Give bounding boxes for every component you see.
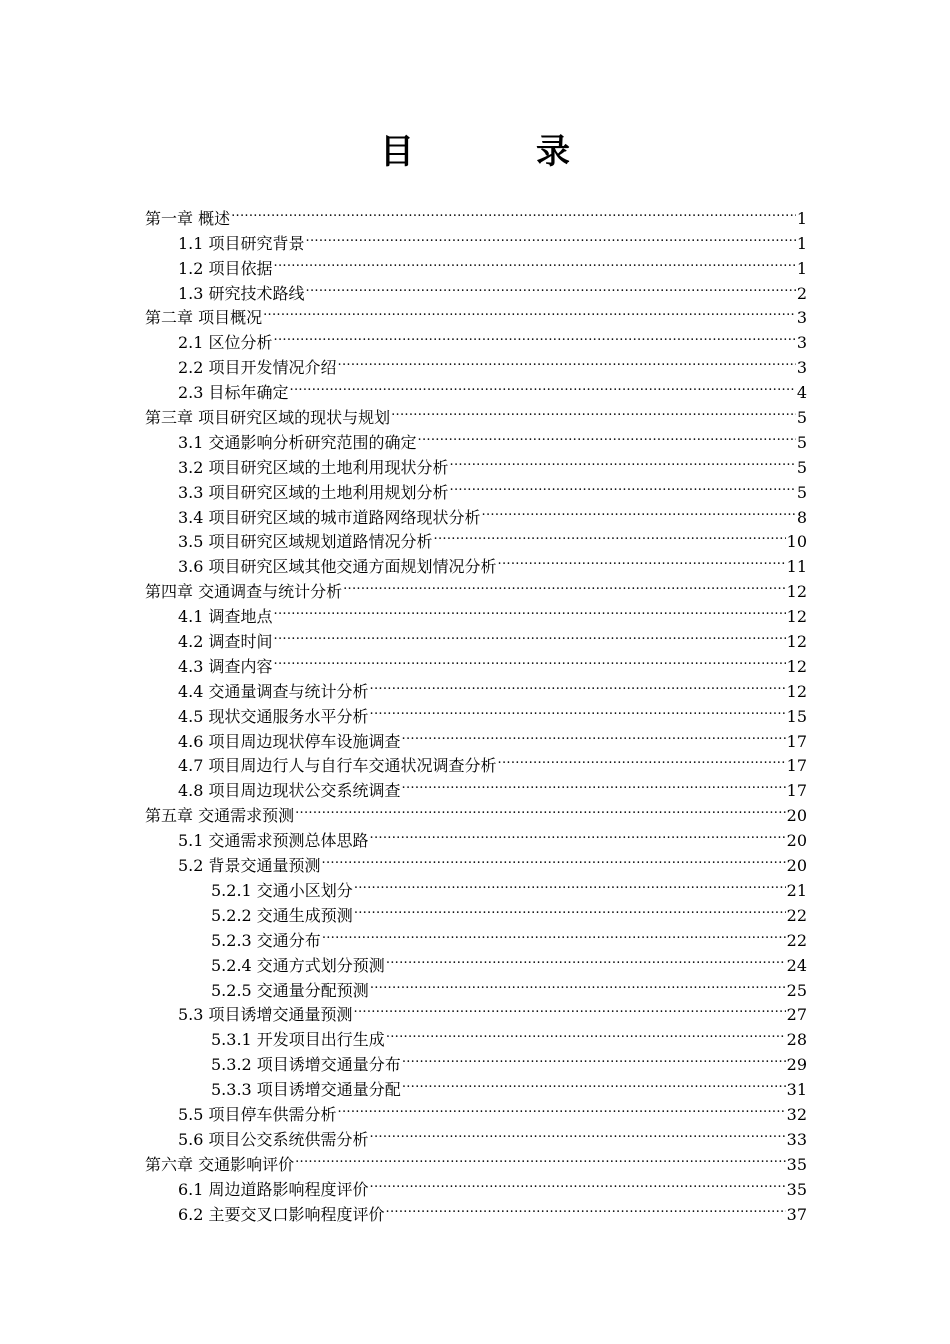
toc-entry-page-number: 17 bbox=[786, 731, 807, 751]
toc-entry-label: 1.3 研究技术路线 bbox=[178, 283, 305, 303]
toc-entry-label: 第五章 交通需求预测 bbox=[145, 806, 295, 826]
toc-dot-leader bbox=[434, 523, 786, 548]
toc-dot-leader bbox=[274, 323, 796, 348]
toc-entry-page-number: 11 bbox=[786, 557, 807, 577]
toc-dot-leader bbox=[498, 547, 786, 572]
toc-dot-leader bbox=[402, 722, 786, 747]
toc-entry-label: 4.6 项目周边现状停车设施调查 bbox=[178, 731, 401, 751]
toc-dot-leader bbox=[418, 423, 796, 448]
toc-entry-label: 1.2 项目依据 bbox=[178, 258, 273, 278]
toc-entry-page-number: 5 bbox=[796, 432, 807, 452]
toc-entry-label: 5.5 项目停车供需分析 bbox=[178, 1104, 337, 1124]
toc-dot-leader bbox=[386, 946, 786, 971]
toc-entry-label: 3.2 项目研究区域的土地利用现状分析 bbox=[178, 457, 449, 477]
toc-entry-page-number: 28 bbox=[786, 1030, 807, 1050]
toc-dot-leader bbox=[338, 348, 796, 373]
toc-entry-label: 5.2.3 交通分布 bbox=[211, 930, 321, 950]
toc-entry-page-number: 5 bbox=[796, 482, 807, 502]
toc-entry-label: 6.1 周边道路影响程度评价 bbox=[178, 1179, 369, 1199]
toc-entry-label: 5.3.3 项目诱增交通量分配 bbox=[211, 1080, 401, 1100]
toc-entry-label: 3.6 项目研究区域其他交通方面规划情况分析 bbox=[178, 557, 497, 577]
toc-entry-page-number: 4 bbox=[796, 383, 807, 403]
toc-dot-leader bbox=[402, 1045, 786, 1070]
toc-dot-leader bbox=[322, 921, 786, 946]
toc-entry-page-number: 17 bbox=[786, 781, 807, 801]
toc-entry-page-number: 32 bbox=[786, 1104, 807, 1124]
toc-entry-page-number: 15 bbox=[786, 706, 807, 726]
toc-entry-page-number: 1 bbox=[796, 233, 807, 253]
toc-dot-leader bbox=[370, 1120, 786, 1145]
toc-dot-leader bbox=[402, 1070, 786, 1095]
toc-entry-page-number: 12 bbox=[786, 607, 807, 627]
toc-entry-label: 第六章 交通影响评价 bbox=[145, 1154, 295, 1174]
toc-entry-page-number: 22 bbox=[786, 905, 807, 925]
toc-entry-label: 4.2 调查时间 bbox=[178, 632, 273, 652]
toc-entry-page-number: 5 bbox=[796, 408, 807, 428]
table-of-contents bbox=[145, 199, 807, 1224]
toc-dot-leader bbox=[482, 498, 796, 523]
toc-dot-leader bbox=[306, 274, 796, 299]
toc-dot-leader bbox=[386, 1020, 786, 1045]
toc-entry-label: 5.3.1 开发项目出行生成 bbox=[211, 1030, 385, 1050]
toc-entry-page-number: 37 bbox=[786, 1204, 807, 1224]
toc-entry-label: 2.2 项目开发情况介绍 bbox=[178, 358, 337, 378]
toc-entry-page-number: 27 bbox=[786, 1005, 807, 1025]
toc-entry-page-number: 3 bbox=[796, 358, 807, 378]
toc-entry-page-number: 12 bbox=[786, 656, 807, 676]
toc-entry-label: 5.2.5 交通量分配预测 bbox=[211, 980, 369, 1000]
toc-dot-leader bbox=[322, 846, 786, 871]
toc-entry-label: 4.3 调查内容 bbox=[178, 656, 273, 676]
toc-dot-leader bbox=[231, 199, 796, 224]
toc-dot-leader bbox=[343, 572, 786, 597]
toc-entry-label: 4.1 调查地点 bbox=[178, 607, 273, 627]
toc-dot-leader bbox=[263, 299, 796, 324]
toc-entry-page-number: 29 bbox=[786, 1055, 807, 1075]
toc-entry-page-number: 3 bbox=[796, 308, 807, 328]
toc-dot-leader bbox=[338, 1095, 786, 1120]
toc-entry-label: 5.1 交通需求预测总体思路 bbox=[178, 831, 369, 851]
toc-dot-leader bbox=[370, 821, 786, 846]
toc-dot-leader bbox=[290, 373, 796, 398]
toc-entry-page-number: 24 bbox=[786, 955, 807, 975]
toc-dot-leader bbox=[274, 597, 786, 622]
toc-dot-leader bbox=[354, 871, 786, 896]
toc-entry-page-number: 33 bbox=[786, 1129, 807, 1149]
toc-entry-label: 5.6 项目公交系统供需分析 bbox=[178, 1129, 369, 1149]
toc-entry-page-number: 21 bbox=[786, 880, 807, 900]
toc-entry-page-number: 1 bbox=[796, 258, 807, 278]
toc-entry[interactable] bbox=[145, 224, 807, 253]
toc-dot-leader bbox=[354, 996, 786, 1021]
toc-dot-leader bbox=[354, 896, 786, 921]
toc-dot-leader bbox=[295, 796, 786, 821]
toc-entry-label: 第一章 概述 bbox=[145, 208, 231, 228]
toc-entry-label: 5.2.4 交通方式划分预测 bbox=[211, 955, 385, 975]
toc-dot-leader bbox=[370, 971, 786, 996]
toc-entry-label: 2.3 目标年确定 bbox=[178, 383, 289, 403]
toc-entry-page-number: 20 bbox=[786, 806, 807, 826]
toc-entry-page-number: 12 bbox=[786, 582, 807, 602]
toc-entry-label: 4.4 交通量调查与统计分析 bbox=[178, 681, 369, 701]
toc-dot-leader bbox=[274, 249, 796, 274]
toc-entry-label: 3.3 项目研究区域的土地利用规划分析 bbox=[178, 482, 449, 502]
toc-dot-leader bbox=[274, 622, 786, 647]
toc-entry-label: 5.3.2 项目诱增交通量分布 bbox=[211, 1055, 401, 1075]
toc-dot-leader bbox=[450, 473, 796, 498]
toc-entry-label: 3.1 交通影响分析研究范围的确定 bbox=[178, 432, 417, 452]
toc-dot-leader bbox=[402, 771, 786, 796]
toc-entry-label: 6.2 主要交叉口影响程度评价 bbox=[178, 1204, 385, 1224]
toc-dot-leader bbox=[306, 224, 796, 249]
toc-entry-page-number: 5 bbox=[796, 457, 807, 477]
toc-entry-label: 3.4 项目研究区域的城市道路网络现状分析 bbox=[178, 507, 481, 527]
toc-dot-leader bbox=[391, 398, 796, 423]
toc-entry-label: 4.8 项目周边现状公交系统调查 bbox=[178, 781, 401, 801]
toc-entry-label: 4.7 项目周边行人与自行车交通状况调查分析 bbox=[178, 756, 497, 776]
toc-entry[interactable] bbox=[145, 199, 807, 228]
toc-entry-page-number: 12 bbox=[786, 632, 807, 652]
toc-entry-label: 第三章 项目研究区域的现状与规划 bbox=[145, 408, 391, 428]
toc-entry-page-number: 25 bbox=[786, 980, 807, 1000]
toc-entry-page-number: 20 bbox=[786, 831, 807, 851]
toc-entry-label: 5.2.2 交通生成预测 bbox=[211, 905, 353, 925]
toc-dot-leader bbox=[370, 1170, 786, 1195]
toc-dot-leader bbox=[498, 747, 786, 772]
toc-entry-page-number: 35 bbox=[786, 1179, 807, 1199]
toc-entry-page-number: 31 bbox=[786, 1080, 807, 1100]
toc-entry-label: 2.1 区位分析 bbox=[178, 333, 273, 353]
toc-entry-label: 5.2.1 交通小区划分 bbox=[211, 880, 353, 900]
toc-entry-label: 第四章 交通调查与统计分析 bbox=[145, 582, 343, 602]
toc-entry-label: 5.3 项目诱增交通量预测 bbox=[178, 1005, 353, 1025]
toc-dot-leader bbox=[450, 448, 796, 473]
toc-entry-label: 第二章 项目概况 bbox=[145, 308, 263, 328]
toc-entry-page-number: 10 bbox=[786, 532, 807, 552]
toc-dot-leader bbox=[370, 672, 786, 697]
toc-dot-leader bbox=[370, 697, 786, 722]
toc-entry-page-number: 17 bbox=[786, 756, 807, 776]
toc-entry-page-number: 20 bbox=[786, 856, 807, 876]
page-title: 目 录 bbox=[380, 132, 614, 172]
toc-entry-label: 1.1 项目研究背景 bbox=[178, 233, 305, 253]
toc-dot-leader bbox=[274, 647, 786, 672]
toc-entry-page-number: 1 bbox=[796, 208, 807, 228]
toc-dot-leader bbox=[386, 1195, 786, 1220]
toc-entry-page-number: 2 bbox=[796, 283, 807, 303]
toc-entry-page-number: 35 bbox=[786, 1154, 807, 1174]
toc-entry-label: 5.2 背景交通量预测 bbox=[178, 856, 321, 876]
toc-entry-label: 3.5 项目研究区域规划道路情况分析 bbox=[178, 532, 433, 552]
toc-entry-page-number: 22 bbox=[786, 930, 807, 950]
toc-entry-page-number: 8 bbox=[796, 507, 807, 527]
toc-entry-page-number: 12 bbox=[786, 681, 807, 701]
toc-entry-page-number: 3 bbox=[796, 333, 807, 353]
toc-entry-label: 4.5 现状交通服务水平分析 bbox=[178, 706, 369, 726]
toc-dot-leader bbox=[295, 1145, 786, 1170]
